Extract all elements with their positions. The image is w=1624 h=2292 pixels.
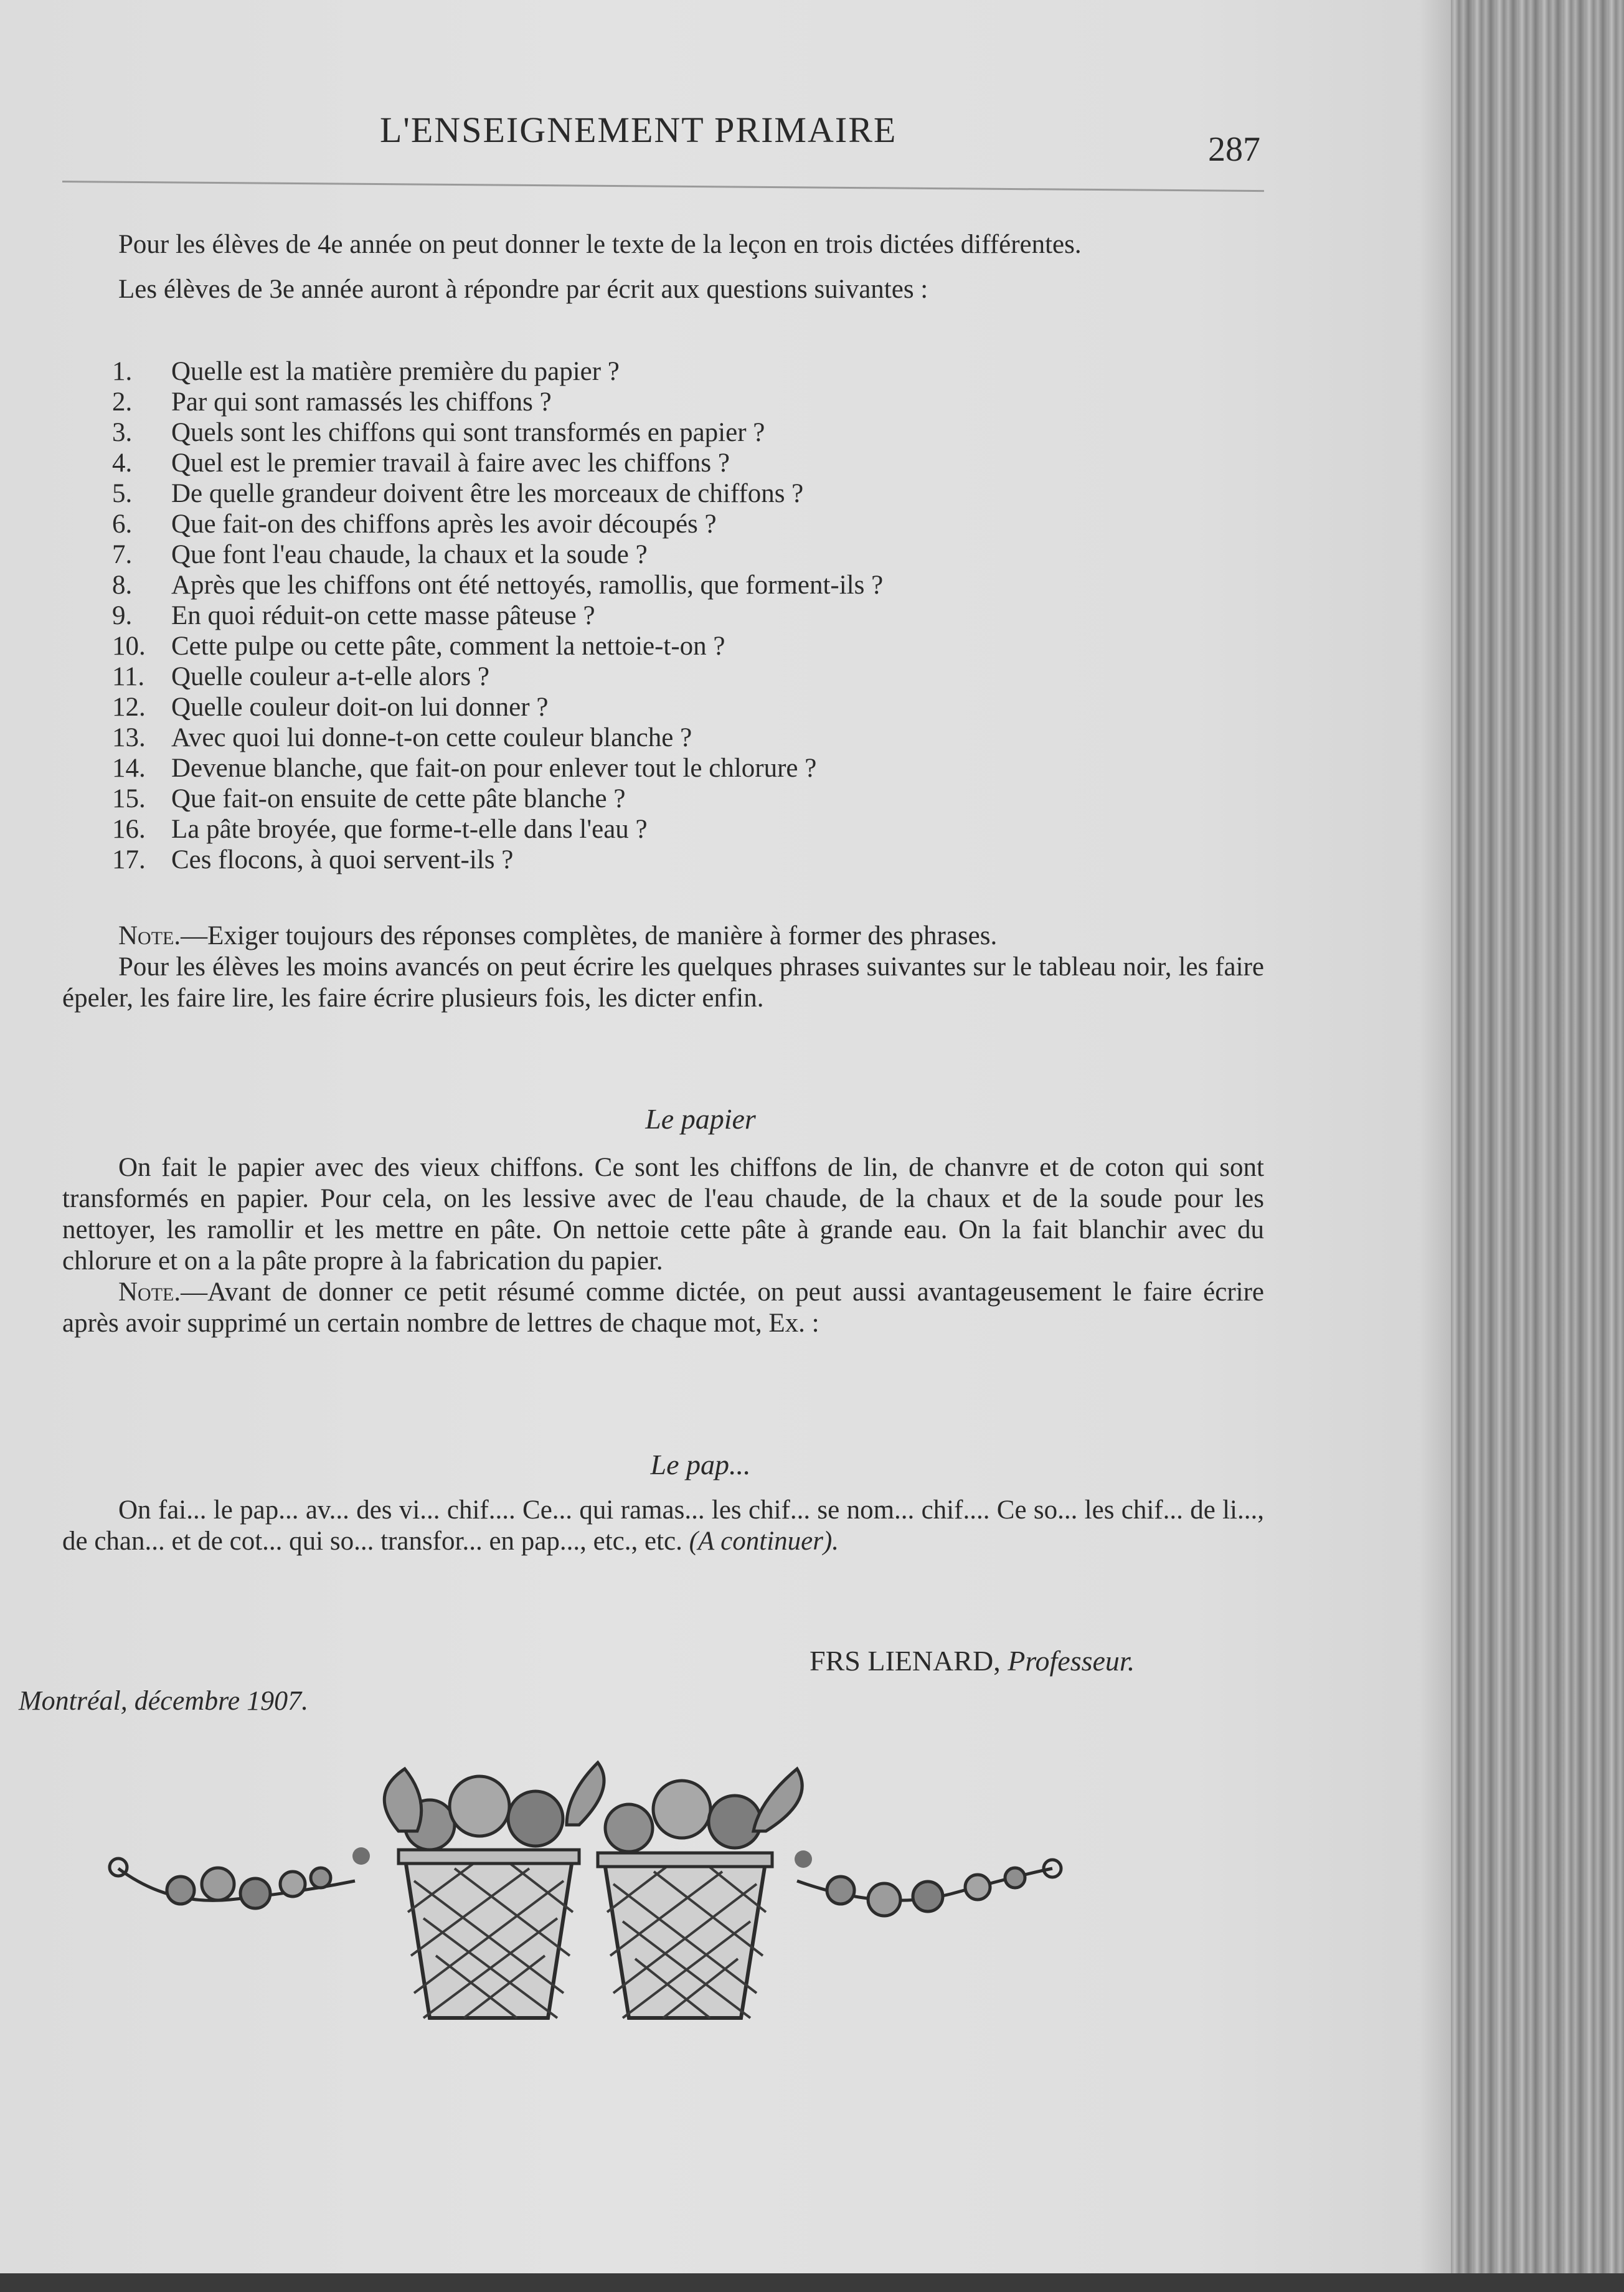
question-item: [62, 661, 1264, 692]
intro-paragraph-1: Pour les élèves de 4e année on peut donner le texte de la leçon en trois dictées différentes.: [118, 230, 1082, 259]
question-item: [62, 478, 1264, 509]
page-number: 287: [1208, 130, 1260, 169]
question-text: Quelle couleur a-t-elle alors ?: [171, 662, 489, 691]
question-item: [62, 509, 1264, 539]
question-number: 9.: [112, 601, 133, 630]
question-text: Devenue blanche, que fait-on pour enlever tout le chlorure ?: [171, 754, 817, 783]
scan-bottom-edge: [0, 2273, 1624, 2292]
running-title: L'ENSEIGNEMENT PRIMAIRE: [380, 110, 897, 150]
question-number: 3.: [112, 418, 133, 447]
question-list: [62, 356, 1264, 875]
section-title-le-pap: Le pap...: [650, 1449, 751, 1480]
question-item: [62, 570, 1264, 600]
section-title-le-papier: Le papier: [645, 1103, 756, 1135]
exercise-paragraph: [62, 1495, 1264, 1557]
question-text: Ces flocons, à quoi servent-ils ?: [171, 845, 514, 874]
intro-section: [62, 229, 1264, 305]
question-text: La pâte broyée, que forme-t-elle dans l'eau ?: [171, 815, 648, 844]
question-number: 13.: [112, 723, 146, 752]
question-text: Que fait-on ensuite de cette pâte blanche ?: [171, 784, 626, 813]
question-number: 14.: [112, 754, 146, 783]
signature: [810, 1644, 1135, 1677]
question-number: 4.: [112, 448, 133, 478]
question-item: [62, 845, 1264, 875]
question-number: 2.: [112, 387, 133, 417]
ornament-baskets-of-flowers: [106, 1756, 1065, 2037]
intro-paragraph-2: Les élèves de 3e année auront à répondre par écrit aux questions suivantes :: [118, 275, 928, 304]
question-number: 6.: [112, 509, 133, 539]
signature-title: Professeur.: [1008, 1645, 1135, 1677]
question-text: Quel est le premier travail à faire avec les chiffons ?: [171, 448, 730, 478]
note-1-paragraph: [62, 921, 1264, 952]
signature-name: FRS LIENARD,: [810, 1645, 1001, 1677]
note-1-continuation: Pour les élèves les moins avancés on peut écrire les quelques phrases suivantes sur le tableau noir, les faire épeler, les faire lire, les faire écrire plusieurs fois, les dicter enfin.: [62, 952, 1264, 1013]
basket-right: [598, 1769, 812, 2018]
question-item: [62, 692, 1264, 722]
question-item: [62, 600, 1264, 631]
garland-left: [110, 1859, 355, 1908]
question-text: Quels sont les chiffons qui sont transformés en papier ?: [171, 418, 765, 447]
book-spine-edge: [1451, 0, 1624, 2292]
question-item: [62, 722, 1264, 753]
note-2-label: Note.: [118, 1277, 181, 1307]
question-number: 12.: [112, 693, 146, 722]
question-text: Que fait-on des chiffons après les avoir découpés ?: [171, 509, 717, 539]
garland-right: [797, 1860, 1061, 1916]
question-text: Quelle couleur doit-on lui donner ?: [171, 693, 549, 722]
question-number: 5.: [112, 479, 133, 508]
question-number: 7.: [112, 540, 133, 569]
exercise-text: On fai... le pap... av... des vi... chif.... Ce... qui ramas... les chif... se nom... chif.... Ce so... les chif... de li..., de chan... et de cot... qui so... transfor... en pap..., etc., etc.: [62, 1495, 1264, 1556]
question-item: [62, 814, 1264, 845]
dictation-paragraph: On fait le papier avec des vieux chiffons. Ce sont les chiffons de lin, de chanvre et de coton qui sont transformés en papier. Pour cela, on les lessive avec de l'eau chaude, de la chaux et de la soude pour les nettoyer, les ramollir et les mettre en pâte. On nettoie cette pâte à grande eau. On la fait blanchir avec du chlorure et on a la pâte propre à la fabrication du papier.: [62, 1153, 1264, 1276]
questions-section: [62, 356, 1264, 875]
question-number: 16.: [112, 815, 146, 844]
question-text: Que font l'eau chaude, la chaux et la soude ?: [171, 540, 648, 569]
exercise-section: [62, 1495, 1264, 1557]
question-item: [62, 417, 1264, 448]
question-text: Avec quoi lui donne-t-on cette couleur blanche ?: [171, 723, 692, 752]
question-item: [62, 448, 1264, 478]
question-text: Quelle est la matière première du papier ?: [171, 357, 620, 386]
question-number: 11.: [112, 662, 145, 691]
question-number: 10.: [112, 632, 146, 661]
note-1-text: —Exiger toujours des réponses complètes, de manière à former des phrases.: [181, 921, 998, 950]
question-item: [62, 356, 1264, 387]
question-item: [62, 539, 1264, 570]
note-2-text: —Avant de donner ce petit résumé comme dictée, on peut aussi avantageusement le faire écrire après avoir supprimé un certain nombre de lettres de chaque mot, Ex. :: [62, 1277, 1264, 1338]
note-2-paragraph: [62, 1277, 1264, 1339]
basket-left: [352, 1763, 604, 2018]
note-1-label: Note.: [118, 921, 181, 950]
note-1: [62, 921, 1264, 1014]
question-number: 17.: [112, 845, 146, 874]
question-item: [62, 631, 1264, 661]
question-item: [62, 784, 1264, 814]
question-text: Cette pulpe ou cette pâte, comment la nettoie-t-on ?: [171, 632, 725, 661]
question-text: En quoi réduit-on cette masse pâteuse ?: [171, 601, 595, 630]
continuer-note: (A continuer).: [689, 1527, 839, 1556]
question-text: De quelle grandeur doivent être les morceaux de chiffons ?: [171, 479, 804, 508]
dictation-section: [62, 1152, 1264, 1339]
question-text: Par qui sont ramassés les chiffons ?: [171, 387, 552, 417]
question-item: [62, 387, 1264, 417]
question-number: 8.: [112, 571, 133, 600]
question-number: 15.: [112, 784, 146, 813]
question-number: 1.: [112, 357, 133, 386]
question-text: Après que les chiffons ont été nettoyés, ramollis, que forment-ils ?: [171, 571, 884, 600]
question-item: [62, 753, 1264, 784]
place-date: Montréal, décembre 1907.: [19, 1685, 309, 1716]
